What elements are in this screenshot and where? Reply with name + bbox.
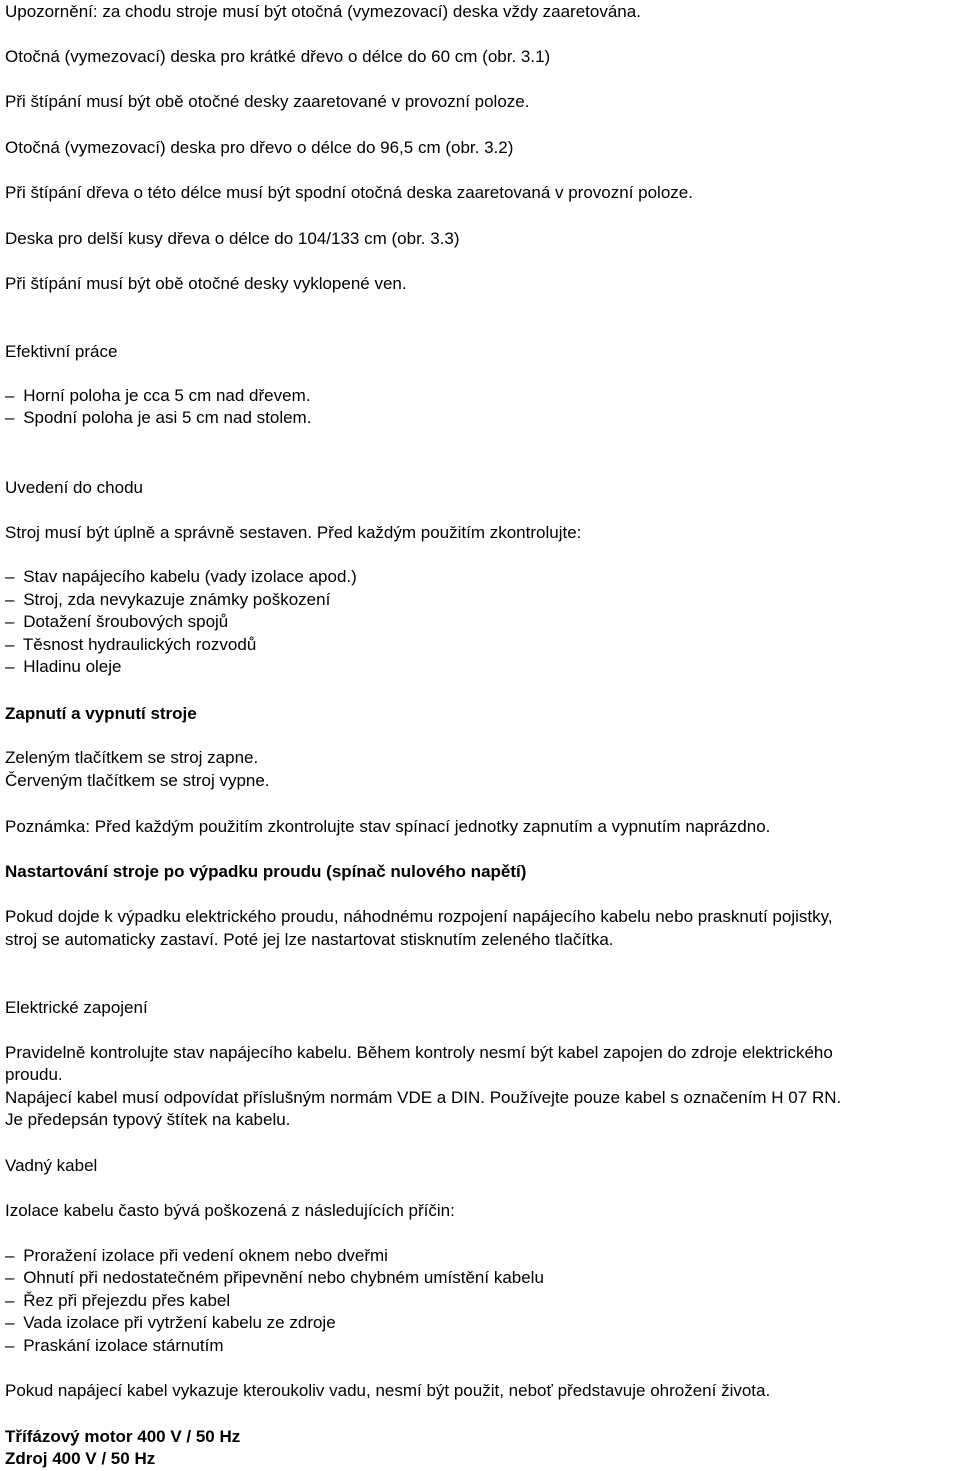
list-item: – Těsnost hydraulických rozvodů <box>5 635 257 654</box>
section-heading-bold: Zapnutí a vypnutí stroje <box>5 704 197 723</box>
note-text: Poznámka: Před každým použitím zkontrolujte stav spínací jednotky zapnutím a vypnutím naprázdno. <box>5 817 771 836</box>
dash-bullet-icon: – <box>5 567 15 586</box>
list-item: – Hladinu oleje <box>5 657 122 676</box>
section-heading: Otočná (vymezovací) deska pro krátké dřevo o délce do 60 cm (obr. 3.1) <box>5 47 551 66</box>
section-heading: Elektrické zapojení <box>5 998 148 1017</box>
paragraph: Napájecí kabel musí odpovídat příslušným normám VDE a DIN. Používejte pouze kabel s označením H 07 RN. <box>5 1088 842 1107</box>
dash-bullet-icon: – <box>5 1291 15 1310</box>
warning-text: Upozornění: za chodu stroje musí být otočná (vymezovací) deska vždy zaaretována. <box>5 2 641 21</box>
paragraph: stroj se automaticky zastaví. Poté jej lze nastartovat stisknutím zeleného tlačítka. <box>5 930 614 949</box>
paragraph: Pokud dojde k výpadku elektrického proudu, náhodnému rozpojení napájecího kabelu nebo prasknutí pojistky, <box>5 907 833 926</box>
dash-bullet-icon: – <box>5 1268 15 1287</box>
dash-bullet-icon: – <box>5 1246 15 1265</box>
list-item: – Proražení izolace při vedení oknem nebo dveřmi <box>5 1246 388 1265</box>
list-item: – Vada izolace při vytržení kabelu ze zdroje <box>5 1313 336 1332</box>
section-heading: Uvedení do chodu <box>5 478 143 497</box>
paragraph: Při štípání musí být obě otočné desky vyklopené ven. <box>5 274 407 293</box>
paragraph: proudu. <box>5 1065 63 1084</box>
list-item: – Spodní poloha je asi 5 cm nad stolem. <box>5 408 312 427</box>
dash-bullet-icon: – <box>5 612 15 631</box>
section-heading: Otočná (vymezovací) deska pro dřevo o délce do 96,5 cm (obr. 3.2) <box>5 138 514 157</box>
spec-line-bold: Zdroj 400 V / 50 Hz <box>5 1449 156 1468</box>
paragraph: Zeleným tlačítkem se stroj zapne. <box>5 748 259 767</box>
dash-bullet-icon: – <box>5 386 15 405</box>
spec-line-bold: Třífázový motor 400 V / 50 Hz <box>5 1427 241 1446</box>
list-item: – Řez při přejezdu přes kabel <box>5 1291 231 1310</box>
list-item: – Praskání izolace stárnutím <box>5 1336 224 1355</box>
section-heading: Deska pro delší kusy dřeva o délce do 104/133 cm (obr. 3.3) <box>5 229 460 248</box>
list-item: – Horní poloha je cca 5 cm nad dřevem. <box>5 386 311 405</box>
dash-bullet-icon: – <box>5 590 15 609</box>
dash-bullet-icon: – <box>5 635 15 654</box>
warning-paragraph: Pokud napájecí kabel vykazuje kteroukoliv vadu, nesmí být použit, neboť představuje ohrožení života. <box>5 1381 771 1400</box>
dash-bullet-icon: – <box>5 657 15 676</box>
paragraph: Červeným tlačítkem se stroj vypne. <box>5 771 270 790</box>
dash-bullet-icon: – <box>5 1313 15 1332</box>
section-heading: Efektivní práce <box>5 342 118 361</box>
paragraph: Pravidelně kontrolujte stav napájecího kabelu. Během kontroly nesmí být kabel zapojen do zdroje elektrického <box>5 1043 833 1062</box>
dash-bullet-icon: – <box>5 408 15 427</box>
section-heading-bold: Nastartování stroje po výpadku proudu (spínač nulového napětí) <box>5 862 527 881</box>
paragraph: Izolace kabelu často bývá poškozená z následujících příčin: <box>5 1201 455 1220</box>
list-item: – Dotažení šroubových spojů <box>5 612 229 631</box>
paragraph: Stroj musí být úplně a správně sestaven. Před každým použitím zkontrolujte: <box>5 523 582 542</box>
dash-bullet-icon: – <box>5 1336 15 1355</box>
paragraph: Je předepsán typový štítek na kabelu. <box>5 1110 291 1129</box>
list-item: – Ohnutí při nedostatečném připevnění nebo chybném umístění kabelu <box>5 1268 544 1287</box>
list-item: – Stroj, zda nevykazuje známky poškození <box>5 590 331 609</box>
paragraph: Při štípání dřeva o této délce musí být spodní otočná deska zaaretovaná v provozní poloze. <box>5 183 693 202</box>
list-item: – Stav napájecího kabelu (vady izolace apod.) <box>5 567 357 586</box>
section-heading: Vadný kabel <box>5 1156 98 1175</box>
paragraph: Při štípání musí být obě otočné desky zaaretované v provozní poloze. <box>5 92 530 111</box>
